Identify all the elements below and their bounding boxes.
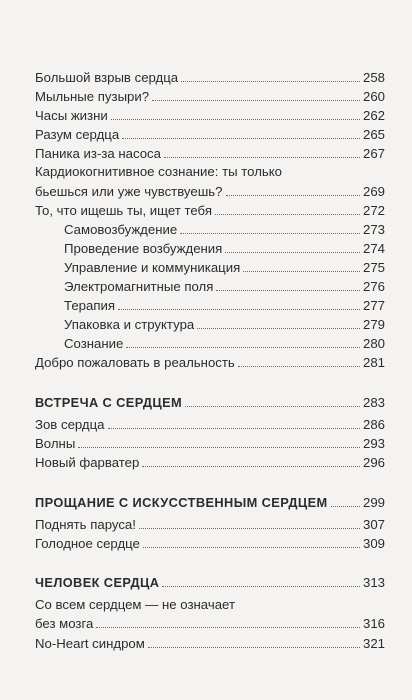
leader-dots bbox=[142, 466, 360, 467]
leader-dots bbox=[139, 528, 360, 529]
toc-entry bbox=[35, 451, 385, 471]
leader-dots bbox=[108, 428, 360, 429]
leader-dots bbox=[118, 309, 360, 310]
toc-entry-page: 293 bbox=[362, 436, 385, 451]
toc-entry-title: Проведение возбуждения bbox=[64, 241, 223, 256]
section-title: ВСТРЕЧА С СЕРДЦЕМ bbox=[35, 395, 183, 410]
toc-entry-page: 277 bbox=[362, 298, 385, 313]
leader-dots bbox=[216, 290, 360, 291]
toc-entry-title: Самовозбуждение bbox=[64, 222, 178, 237]
toc-entry-page: 309 bbox=[362, 536, 385, 551]
toc-subentry bbox=[64, 294, 385, 314]
toc-subentry bbox=[64, 332, 385, 352]
leader-dots bbox=[96, 627, 360, 628]
leader-dots bbox=[164, 157, 360, 158]
toc-entry-title: Мыльные пузыри? bbox=[35, 89, 150, 104]
toc-entry bbox=[35, 632, 385, 652]
toc-entry-page: 274 bbox=[362, 241, 385, 256]
section-title: ЧЕЛОВЕК СЕРДЦА bbox=[35, 575, 160, 590]
toc-section-heading bbox=[35, 491, 385, 511]
toc-entry bbox=[35, 104, 385, 124]
toc-entry-title: Управление и коммуникация bbox=[64, 260, 241, 275]
toc-entry-page: 307 bbox=[362, 517, 385, 532]
toc-section-heading bbox=[35, 571, 385, 591]
toc-entry-title: Поднять паруса! bbox=[35, 517, 136, 532]
leader-dots bbox=[185, 406, 360, 407]
toc-entry-title: без мозга bbox=[35, 616, 94, 631]
leader-dots bbox=[180, 233, 360, 234]
toc-entry bbox=[35, 432, 385, 452]
toc-entry-title: Зов сердца bbox=[35, 417, 105, 432]
leader-dots bbox=[197, 328, 360, 329]
toc-entry bbox=[35, 612, 385, 632]
toc-entry-title: Голодное сердце bbox=[35, 536, 140, 551]
toc-entry-page: 272 bbox=[362, 203, 385, 218]
toc-entry bbox=[35, 85, 385, 105]
toc-entry bbox=[35, 413, 385, 433]
toc-entry-page: 258 bbox=[362, 70, 385, 85]
toc-entry-page: 316 bbox=[362, 616, 385, 631]
section-page: 299 bbox=[362, 495, 385, 510]
leader-dots bbox=[226, 195, 360, 196]
leader-dots bbox=[122, 138, 360, 139]
toc-subentry bbox=[64, 275, 385, 295]
toc-subentry bbox=[64, 237, 385, 257]
toc-entry-title: Паника из-за насоса bbox=[35, 146, 161, 161]
toc-entry-page: 321 bbox=[362, 636, 385, 651]
leader-dots bbox=[181, 81, 360, 82]
toc-entry-page: 286 bbox=[362, 417, 385, 432]
leader-dots bbox=[238, 366, 360, 367]
toc-entry-title: Упаковка и структура bbox=[64, 317, 195, 332]
toc-entry-page: 260 bbox=[362, 89, 385, 104]
toc-subentry bbox=[64, 313, 385, 333]
toc-entry bbox=[35, 142, 385, 162]
toc-entry-title: Разум сердца bbox=[35, 127, 120, 142]
toc-entry-title: No-Heart синдром bbox=[35, 636, 145, 651]
leader-dots bbox=[78, 447, 360, 448]
leader-dots bbox=[225, 252, 360, 253]
leader-dots bbox=[243, 271, 360, 272]
leader-dots bbox=[148, 647, 360, 648]
section-page: 283 bbox=[362, 395, 385, 410]
toc-entry bbox=[35, 123, 385, 143]
toc-entry-page: 269 bbox=[362, 184, 385, 199]
leader-dots bbox=[152, 100, 360, 101]
section-page: 313 bbox=[362, 575, 385, 590]
toc-section-heading bbox=[35, 391, 385, 411]
toc-entry-page: 276 bbox=[362, 279, 385, 294]
toc-entry bbox=[35, 351, 385, 371]
toc-entry-title: То, что ищешь ты, ищет тебя bbox=[35, 203, 212, 218]
toc-entry bbox=[35, 180, 385, 200]
toc-entry-title: Терапия bbox=[64, 298, 115, 313]
leader-dots bbox=[111, 119, 360, 120]
leader-dots bbox=[162, 586, 360, 587]
toc-entry bbox=[35, 199, 385, 219]
leader-dots bbox=[215, 214, 360, 215]
toc-entry bbox=[35, 532, 385, 552]
toc-entry-page: 265 bbox=[362, 127, 385, 142]
toc-entry-page: 279 bbox=[362, 317, 385, 332]
leader-dots bbox=[143, 547, 360, 548]
toc-entry-title: Электромагнитные поля bbox=[64, 279, 214, 294]
toc-entry-page: 280 bbox=[362, 336, 385, 351]
toc-entry-page: 296 bbox=[362, 455, 385, 470]
toc-entry-title: Большой взрыв сердца bbox=[35, 70, 179, 85]
toc-entry-title: Волны bbox=[35, 436, 76, 451]
toc-entry-title: Часы жизни bbox=[35, 108, 108, 123]
toc-entry-page: 267 bbox=[362, 146, 385, 161]
toc-entry-page: 275 bbox=[362, 260, 385, 275]
leader-dots bbox=[126, 347, 360, 348]
toc-entry-title: Новый фарватер bbox=[35, 455, 140, 470]
toc-subentry bbox=[64, 218, 385, 238]
toc-subentry bbox=[64, 256, 385, 276]
section-title: ПРОЩАНИЕ С ИСКУССТВЕННЫМ СЕРДЦЕМ bbox=[35, 495, 328, 510]
toc-entry bbox=[35, 66, 385, 86]
toc-entry-page: 273 bbox=[362, 222, 385, 237]
toc-entry-title: Сознание bbox=[64, 336, 124, 351]
toc-entry-title-line1: Кардиокогнитивное сознание: ты только bbox=[35, 164, 283, 179]
toc-entry-title: бьешься или уже чувствуешь? bbox=[35, 184, 223, 199]
toc-entry-title: Добро пожаловать в реальность bbox=[35, 355, 235, 370]
toc-entry bbox=[35, 513, 385, 533]
toc-entry-page: 281 bbox=[362, 355, 385, 370]
leader-dots bbox=[331, 506, 360, 507]
toc-entry-title-line1: Со всем сердцем — не означает bbox=[35, 597, 235, 612]
toc-entry-page: 262 bbox=[362, 108, 385, 123]
